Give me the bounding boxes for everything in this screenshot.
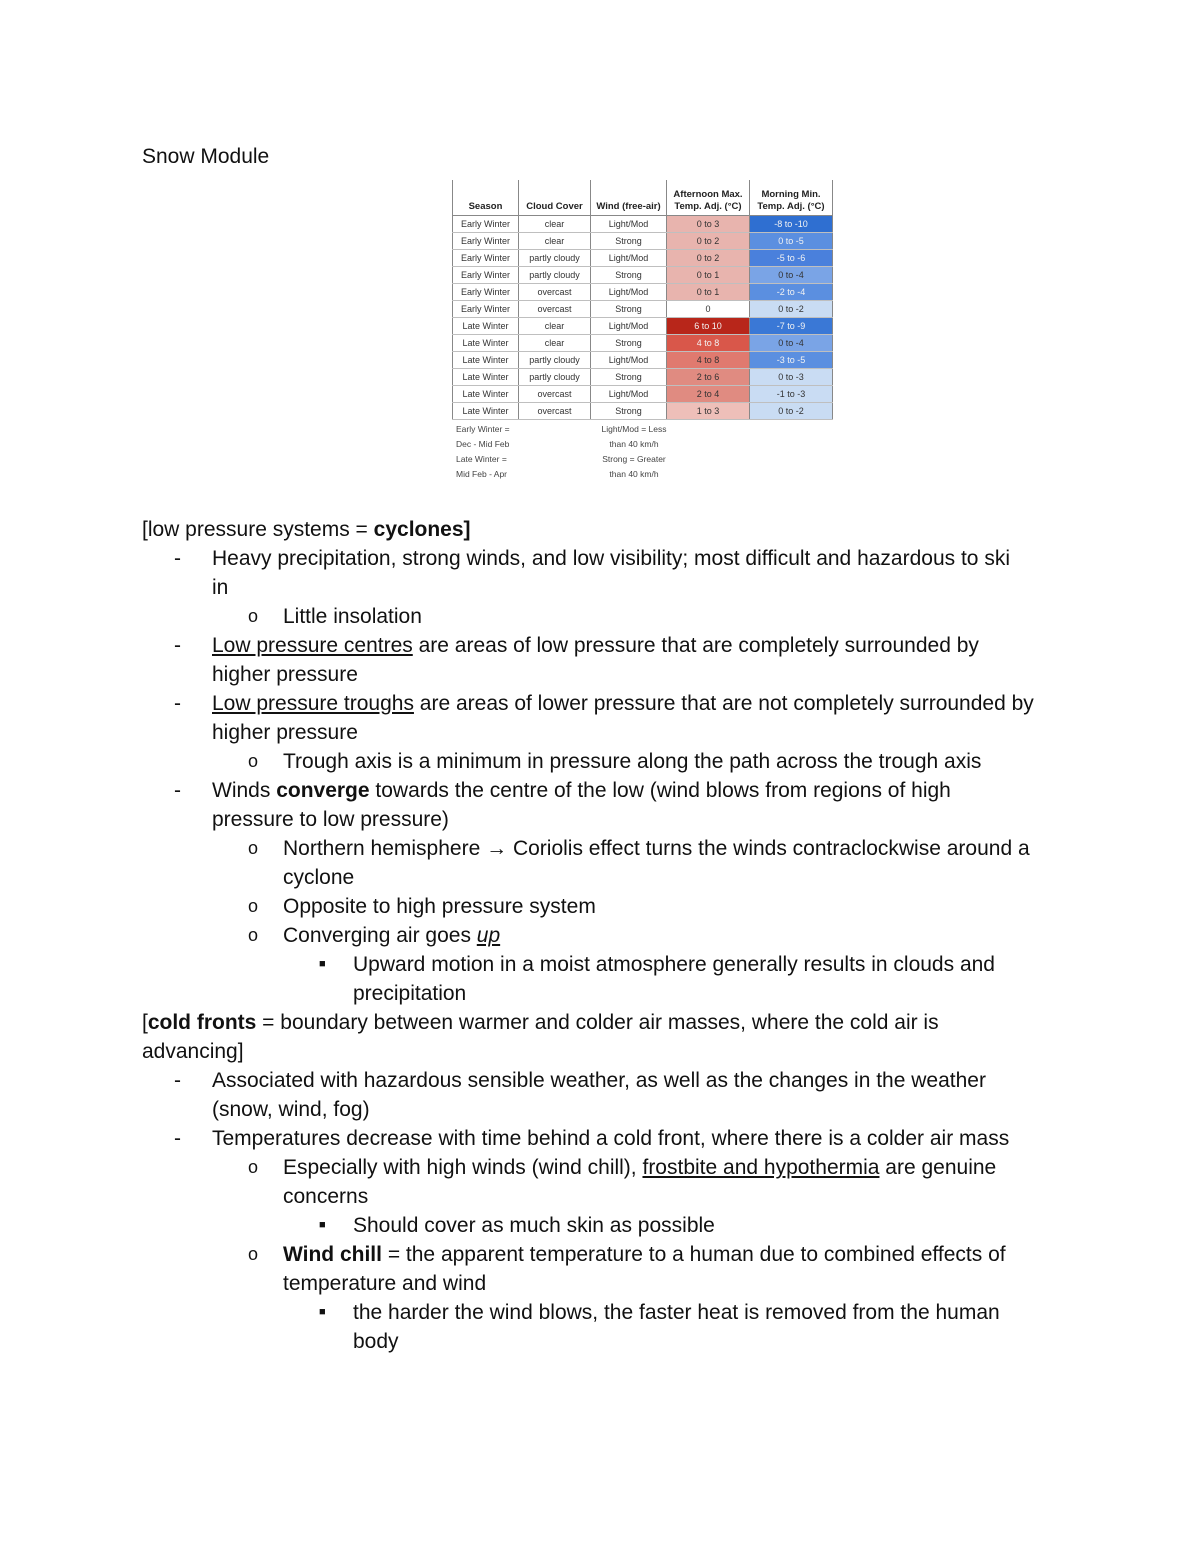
list-item-continued: higher pressure bbox=[212, 721, 358, 744]
dash-bullet: - bbox=[174, 547, 181, 570]
list-item-continued: precipitation bbox=[353, 982, 467, 1005]
table-header-row bbox=[453, 180, 833, 216]
dash-bullet: - bbox=[174, 779, 181, 802]
dash-bullet: - bbox=[174, 634, 181, 657]
cell-afternoon-max: 0 to 1 bbox=[667, 284, 750, 301]
wind-footnote bbox=[594, 422, 674, 482]
list-item-continued: (snow, wind, fog) bbox=[212, 1098, 370, 1121]
list-item: - Low pressure troughs are areas of lower pressure that are not completely surrounded by bbox=[142, 689, 1072, 718]
temperature-adjustment-table bbox=[452, 180, 833, 420]
section-heading-cold-fronts: [cold fronts = boundary between warmer and colder air masses, where the cold air is bbox=[142, 1011, 939, 1034]
footnote-light-mod: Light/Mod = Less bbox=[601, 424, 667, 434]
square-bullet: ■ bbox=[319, 1306, 326, 1318]
list-item: - Low pressure centres are areas of low pressure that are completely surrounded by bbox=[142, 631, 1072, 660]
circle-bullet: o bbox=[248, 751, 259, 771]
cell-afternoon-max: 4 to 8 bbox=[667, 352, 750, 369]
list-item: ■ Should cover as much skin as possible bbox=[142, 1211, 1072, 1240]
list-item-continued: cyclone bbox=[283, 866, 355, 889]
cell-wind: Strong bbox=[591, 369, 667, 386]
list-item: ■ Upward motion in a moist atmosphere generally results in clouds and bbox=[142, 950, 1072, 979]
footnote-early-winter: Early Winter = bbox=[456, 424, 510, 434]
notes-body bbox=[142, 515, 1072, 1356]
cell-wind: Light/Mod bbox=[591, 216, 667, 233]
cell-season: Late Winter bbox=[453, 318, 519, 335]
cell-morning-min: -8 to -10 bbox=[750, 216, 833, 233]
header-afternoon-max: Afternoon Max. Temp. Adj. (°C) bbox=[667, 180, 750, 216]
cell-morning-min: -1 to -3 bbox=[750, 386, 833, 403]
table-row bbox=[453, 403, 833, 420]
cell-afternoon-max: 0 to 1 bbox=[667, 267, 750, 284]
dash-bullet: - bbox=[174, 692, 181, 715]
table-row bbox=[453, 216, 833, 233]
table-row bbox=[453, 318, 833, 335]
list-item: o Converging air goes up bbox=[142, 921, 1072, 950]
cell-afternoon-max: 0 to 2 bbox=[667, 250, 750, 267]
cell-season: Late Winter bbox=[453, 386, 519, 403]
cell-morning-min: 0 to -4 bbox=[750, 267, 833, 284]
table-row bbox=[453, 267, 833, 284]
cell-morning-min: 0 to -3 bbox=[750, 369, 833, 386]
header-cloud-cover: Cloud Cover bbox=[519, 180, 591, 216]
table-body bbox=[453, 216, 833, 420]
table-row bbox=[453, 369, 833, 386]
cell-cloud-cover: partly cloudy bbox=[519, 250, 591, 267]
footnote-strong: Strong = Greater bbox=[602, 454, 666, 464]
cell-wind: Strong bbox=[591, 267, 667, 284]
page-title: Snow Module bbox=[142, 145, 270, 168]
square-bullet: ■ bbox=[319, 1219, 326, 1231]
footnote-early-winter-range: Dec - Mid Feb bbox=[456, 439, 510, 449]
cell-morning-min: -3 to -5 bbox=[750, 352, 833, 369]
cell-wind: Light/Mod bbox=[591, 352, 667, 369]
cell-wind: Strong bbox=[591, 403, 667, 420]
section-heading-continued: advancing] bbox=[142, 1040, 244, 1063]
list-item-continued: body bbox=[353, 1330, 399, 1353]
list-item: o Opposite to high pressure system bbox=[142, 892, 1072, 921]
cell-wind: Strong bbox=[591, 301, 667, 318]
cell-season: Late Winter bbox=[453, 369, 519, 386]
table-row bbox=[453, 352, 833, 369]
list-item-continued: temperature and wind bbox=[283, 1272, 487, 1295]
cell-afternoon-max: 0 to 3 bbox=[667, 216, 750, 233]
cell-wind: Light/Mod bbox=[591, 284, 667, 301]
cell-wind: Light/Mod bbox=[591, 386, 667, 403]
cell-season: Late Winter bbox=[453, 352, 519, 369]
list-item-continued: in bbox=[212, 576, 229, 599]
cell-cloud-cover: clear bbox=[519, 335, 591, 352]
cell-cloud-cover: clear bbox=[519, 216, 591, 233]
cell-afternoon-max: 0 to 2 bbox=[667, 233, 750, 250]
footnote-late-winter: Late Winter = bbox=[456, 454, 507, 464]
cell-afternoon-max: 6 to 10 bbox=[667, 318, 750, 335]
cell-morning-min: 0 to -2 bbox=[750, 301, 833, 318]
footnote-light-mod-range: than 40 km/h bbox=[609, 439, 659, 449]
table-row bbox=[453, 284, 833, 301]
circle-bullet: o bbox=[248, 1244, 259, 1264]
list-item: - Temperatures decrease with time behind a cold front, where there is a colder air mass bbox=[142, 1124, 1072, 1153]
cell-cloud-cover: overcast bbox=[519, 403, 591, 420]
cell-cloud-cover: partly cloudy bbox=[519, 369, 591, 386]
circle-bullet: o bbox=[248, 838, 259, 858]
cell-cloud-cover: partly cloudy bbox=[519, 352, 591, 369]
arrow-right-icon: → bbox=[486, 837, 508, 860]
cell-afternoon-max: 2 to 6 bbox=[667, 369, 750, 386]
circle-bullet: o bbox=[248, 896, 259, 916]
temperature-adjustment-table-figure bbox=[452, 180, 832, 482]
cell-afternoon-max: 4 to 8 bbox=[667, 335, 750, 352]
cell-season: Early Winter bbox=[453, 233, 519, 250]
cell-cloud-cover: overcast bbox=[519, 386, 591, 403]
table-row bbox=[453, 301, 833, 318]
circle-bullet: o bbox=[248, 606, 259, 626]
cell-morning-min: -5 to -6 bbox=[750, 250, 833, 267]
table-row bbox=[453, 233, 833, 250]
header-season: Season bbox=[453, 180, 519, 216]
cell-wind: Light/Mod bbox=[591, 318, 667, 335]
circle-bullet: o bbox=[248, 925, 259, 945]
list-item: - Heavy precipitation, strong winds, and low visibility; most difficult and hazardous to ski bbox=[142, 544, 1072, 573]
dash-bullet: - bbox=[174, 1127, 181, 1150]
cell-morning-min: -7 to -9 bbox=[750, 318, 833, 335]
dash-bullet: - bbox=[174, 1069, 181, 1092]
list-item-continued: concerns bbox=[283, 1185, 369, 1208]
table-row bbox=[453, 250, 833, 267]
cell-morning-min: 0 to -5 bbox=[750, 233, 833, 250]
list-item: o Wind chill = the apparent temperature to a human due to combined effects of bbox=[142, 1240, 1072, 1269]
cell-season: Late Winter bbox=[453, 335, 519, 352]
cell-season: Early Winter bbox=[453, 284, 519, 301]
circle-bullet: o bbox=[248, 1157, 259, 1177]
cell-cloud-cover: clear bbox=[519, 233, 591, 250]
cell-wind: Light/Mod bbox=[591, 250, 667, 267]
list-item: o Little insolation bbox=[142, 602, 1072, 631]
list-item: - Associated with hazardous sensible weather, as well as the changes in the weather bbox=[142, 1066, 1072, 1095]
list-item: o Trough axis is a minimum in pressure along the path across the trough axis bbox=[142, 747, 1072, 776]
cell-cloud-cover: overcast bbox=[519, 284, 591, 301]
list-item-continued: pressure to low pressure) bbox=[212, 808, 449, 831]
list-item: ■ the harder the wind blows, the faster heat is removed from the human bbox=[142, 1298, 1072, 1327]
list-item: o Especially with high winds (wind chill), frostbite and hypothermia are genuine bbox=[142, 1153, 1072, 1182]
cell-morning-min: 0 to -4 bbox=[750, 335, 833, 352]
list-item: - Winds converge towards the centre of the low (wind blows from regions of high bbox=[142, 776, 1072, 805]
cell-cloud-cover: overcast bbox=[519, 301, 591, 318]
footnote-strong-range: than 40 km/h bbox=[609, 469, 659, 479]
footnote-late-winter-range: Mid Feb - Apr bbox=[456, 469, 508, 479]
cell-wind: Strong bbox=[591, 335, 667, 352]
cell-season: Late Winter bbox=[453, 403, 519, 420]
cell-afternoon-max: 1 to 3 bbox=[667, 403, 750, 420]
table-row bbox=[453, 335, 833, 352]
cell-season: Early Winter bbox=[453, 267, 519, 284]
cell-morning-min: -2 to -4 bbox=[750, 284, 833, 301]
cell-wind: Strong bbox=[591, 233, 667, 250]
cell-cloud-cover: clear bbox=[519, 318, 591, 335]
list-item-continued: higher pressure bbox=[212, 663, 358, 686]
square-bullet: ■ bbox=[319, 958, 326, 970]
cell-season: Early Winter bbox=[453, 301, 519, 318]
list-item: o Northern hemisphere → Coriolis effect turns the winds contraclockwise around a bbox=[142, 834, 1072, 863]
section-heading-low-pressure: [low pressure systems = cyclones] bbox=[142, 518, 471, 541]
cell-morning-min: 0 to -2 bbox=[750, 403, 833, 420]
header-morning-min: Morning Min. Temp. Adj. (°C) bbox=[750, 180, 833, 216]
header-wind: Wind (free-air) bbox=[591, 180, 667, 216]
cell-cloud-cover: partly cloudy bbox=[519, 267, 591, 284]
cell-season: Early Winter bbox=[453, 250, 519, 267]
season-footnote bbox=[452, 422, 594, 482]
table-footnotes bbox=[452, 422, 832, 482]
table-row bbox=[453, 386, 833, 403]
cell-afternoon-max: 2 to 4 bbox=[667, 386, 750, 403]
cell-season: Early Winter bbox=[453, 216, 519, 233]
cell-afternoon-max: 0 bbox=[667, 301, 750, 318]
